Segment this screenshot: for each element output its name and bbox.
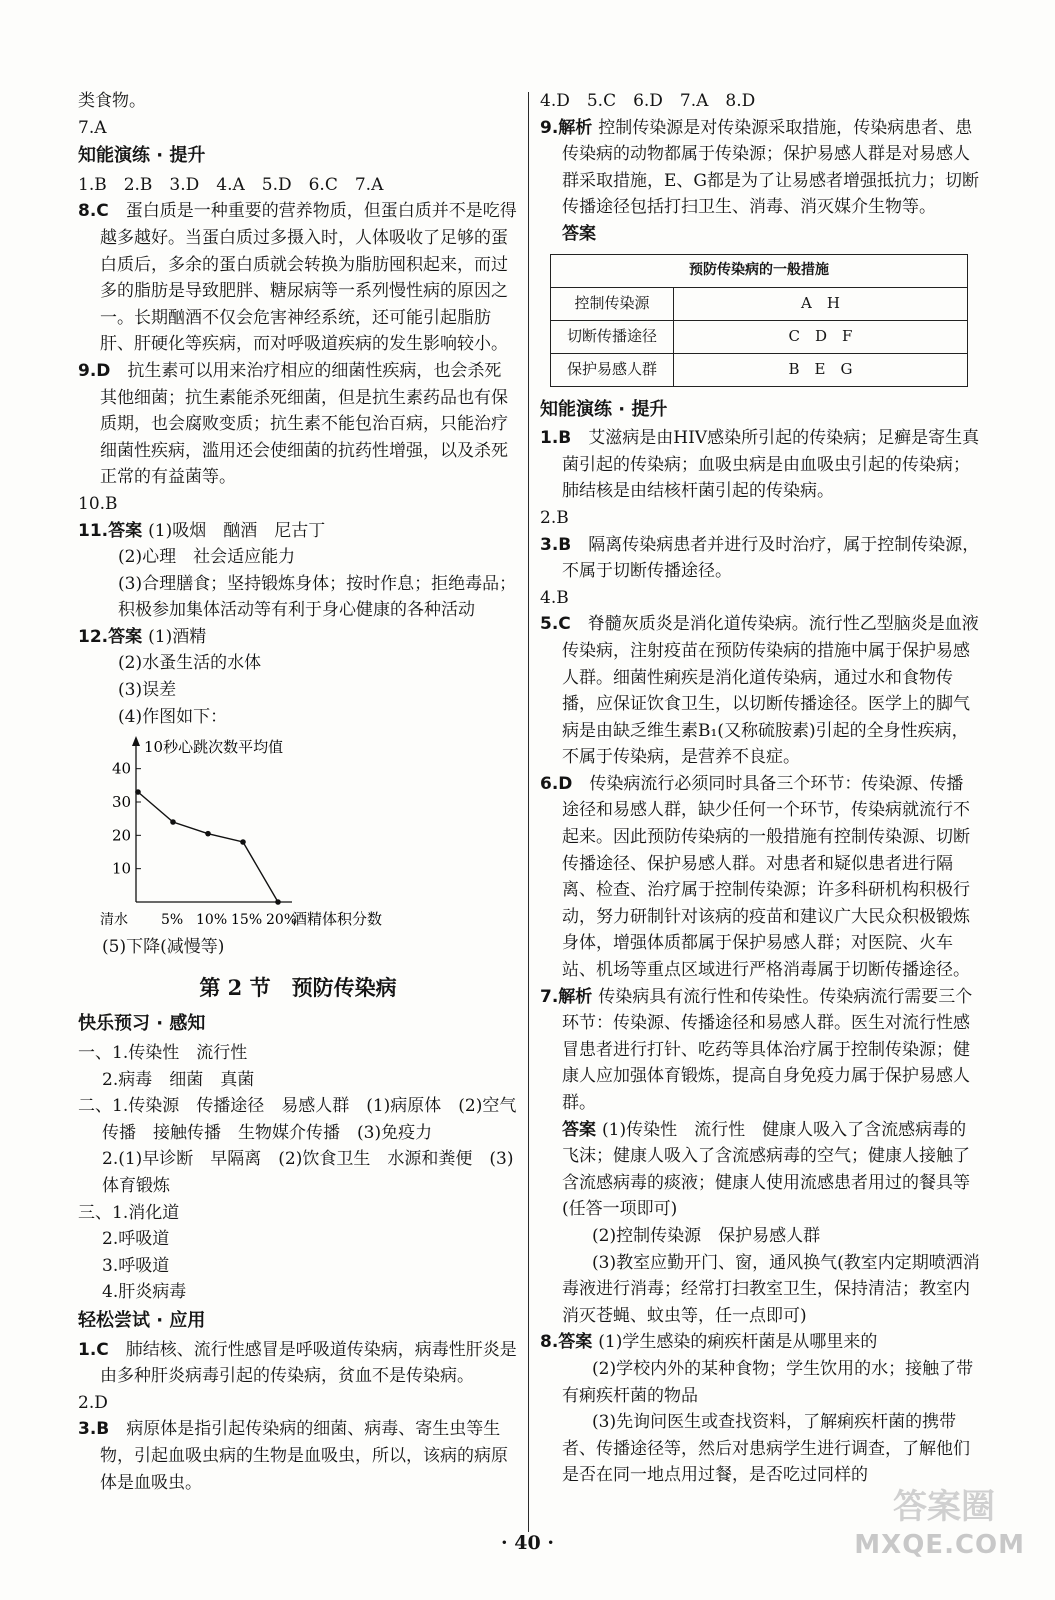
table-row [551, 287, 968, 320]
series-line [138, 792, 278, 902]
data-point [240, 839, 246, 845]
section-heading: 知能演练 · 提升 [78, 145, 206, 167]
q-number: 12. [78, 626, 109, 647]
data-point [170, 819, 176, 825]
table-title: 预防传染病的一般措施 [551, 254, 968, 287]
answer-row: 4.D 5.C 6.D 7.A 8.D [540, 91, 756, 111]
preview-line: 3.呼吸道 [102, 1255, 170, 1276]
preview-line: 一、1.传染性 流行性 [78, 1043, 248, 1064]
sub-answer-text: (3)合理膳食；坚持锻炼身体；按时作息；拒绝毒品；积极参加集体活动等有利于身心健康的各种活动 [118, 573, 517, 621]
answer-6 [540, 771, 980, 984]
sub-answer: (1)吸烟 酗酒 尼古丁 [148, 520, 326, 541]
explanation: 肺结核、流行性感冒是呼吸道传染病，病毒性肝炎是由多种肝炎病毒引起的传染病，贫血不是传染病。 [100, 1339, 517, 1387]
preview-line: 2.呼吸道 [102, 1229, 170, 1250]
answer-label: 答案 [108, 626, 143, 647]
answer-3 [540, 532, 980, 585]
x-tick-label: 20% [266, 912, 298, 929]
q-number: 6.D [540, 773, 573, 794]
try-answer-3 [78, 1416, 518, 1496]
answer-8 [540, 1329, 980, 1356]
y-tick-label: 20 [112, 826, 132, 845]
answer-11 [78, 518, 518, 545]
sub-answer: (2)水蚤生活的水体 [118, 653, 262, 674]
section-title: 第 2 节 预防传染病 [199, 974, 397, 1000]
table-header-row [551, 254, 968, 287]
q-number: 1.B [540, 428, 572, 449]
q-number: 3.B [540, 534, 572, 555]
q-number: 9. [540, 117, 559, 138]
answer-label: 答案 [558, 1332, 593, 1353]
table-cell: C D F [674, 320, 968, 353]
answer-10: 10.B [78, 493, 118, 514]
y-tick-label: 30 [112, 793, 132, 812]
answer-9 [78, 358, 518, 491]
preview-line: 三、1.消化道 [78, 1202, 180, 1223]
x-tick-label: 5% [161, 912, 184, 929]
answer-5 [540, 611, 980, 771]
y-tick-label: 10 [112, 859, 132, 878]
chart-svg [98, 734, 418, 930]
sub-answer: (5)下降(减慢等) [102, 937, 225, 958]
explanation: 病原体是指引起传染病的细菌、病毒、寄生虫等生物，引起血吸虫病的生物是血吸虫，所以，该病的病原体是血吸虫。 [100, 1419, 508, 1493]
sub-answer: (1)学生感染的痢疾杆菌是从哪里来的 [598, 1332, 878, 1353]
try-answer-2: 2.D [78, 1392, 108, 1413]
table-row [551, 353, 968, 386]
sub-answer [78, 571, 518, 624]
x-tick-label: 10% [196, 912, 228, 929]
data-point [205, 831, 211, 837]
sub-answer: (2)控制传染源 保护易感人群 [592, 1225, 821, 1246]
right-column [540, 88, 980, 1489]
explanation: 脊髓灰质炎是消化道传染病。流行性乙型脑炎是血液传染病，注射疫苗在预防传染病的措施中属于保护易感人群。细菌性痢疾是消化道传染病，通过水和食物传播，应保证饮食卫生，以切断传播途径。医学上的脚气病是由缺乏维生素B₁(又称硫胺素)引起的全身性疾病，不属于传染病，是营养不良症。 [562, 614, 979, 768]
page-number: · 40 · [501, 1532, 554, 1554]
prevention-table [550, 254, 968, 387]
column-divider [528, 92, 529, 1532]
explanation: 控制传染源是对传染源采取措施，传染病患者、患传染病的动物都属于传染源；保护易感人群是对易感人群采取措施，E、G都是为了让易感者增强抵抗力；切断传播途径包括打扫卫生、消毒、消灭媒介生物等。 [562, 117, 979, 218]
try-answer-1 [78, 1337, 518, 1390]
q-number: 1.C [78, 1339, 109, 1360]
analysis-label: 解析 [558, 986, 593, 1007]
section-heading: 轻松尝试 · 应用 [78, 1309, 206, 1331]
explanation: 蛋白质是一种重要的营养物质，但蛋白质并不是吃得越多越好。当蛋白质过多摄入时，人体吸收了足够的蛋白质后，多余的蛋白质就会转换为脂肪囤积起来，而过多的脂肪是导致肥胖、糖尿病等一系列慢性病的原因之一。长期酗酒不仅会危害神经系统，还可能引起脂肪肝、肝硬化等疾病，而对呼吸道疾病的发生影响较小。 [100, 201, 517, 355]
answer-7 [540, 984, 980, 1117]
watermark-logo: 答案圈 [893, 1487, 995, 1527]
sub-answer: (3)先询问医生或查找资料，了解痢疾杆菌的携带者、传播途径等，然后对患病学生进行调查，了解他们是否在同一地点用过餐，是否吃过同样的 [562, 1412, 970, 1486]
preview-line: 2.病毒 细菌 真菌 [102, 1069, 255, 1090]
left-column [78, 88, 518, 1496]
y-axis-label: 10秒心跳次数平均值 [144, 738, 284, 757]
table-row [551, 320, 968, 353]
sub-answer: (2)学校内外的某种食物；学生饮用的水；接触了带有痢疾杆菌的物品 [562, 1358, 974, 1406]
x-axis-label: 酒精体积分数 [292, 910, 383, 929]
q-number: 3.B [78, 1419, 110, 1440]
y-axis-arrow [132, 736, 140, 746]
sub-answer: (3)误差 [118, 680, 177, 701]
answer-2: 2.B [540, 507, 569, 528]
preview-line: 4.肝炎病毒 [102, 1282, 187, 1303]
explanation: 传染病具有流行性和传染性。传染病流行需要三个环节：传染源、传播途径和易感人群。医生对流行性感冒患者进行打针、吃药等具体治疗属于控制传染源；健康人应加强体育锻炼，提高自身免疫力属于保护易感人群。 [562, 986, 973, 1113]
heart-rate-chart [98, 734, 418, 930]
q-number: 5.C [540, 614, 571, 635]
sub-answer: (2)心理 社会适应能力 [118, 547, 296, 568]
analysis-label: 解析 [558, 117, 593, 138]
explanation: 抗生素可以用来治疗相应的细菌性疾病，也会杀死其他细菌；抗生素能杀死细菌，但是抗生素药品也有保质期，也会腐败变质；抗生素不能包治百病，只能治疗细菌性疾病，滥用还会使细菌的抗药性增强，以及杀死正常的有益菌等。 [100, 360, 508, 488]
preview-line: 2.(1)早诊断 早隔离 (2)饮食卫生 水源和粪便 (3)体育锻炼 [102, 1149, 514, 1196]
explanation: 传染病流行必须同时具备三个环节：传染源、传播途径和易感人群，缺少任何一个环节，传染病就流行不起来。因此预防传染病的一般措施有控制传染源、切断传播途径、保护易感人群。对患者和疑似患者进行隔离、检查、治疗属于控制传染源；许多科研机构积极行动，努力研制针对该病的疫苗和建议广大民众积极锻炼身体，增强体质都属于保护易感人群；对医院、火车站、机场等重点区域进行严格消毒属于切断传播途径。 [562, 773, 970, 981]
watermark-site: MXQE.COM [854, 1530, 1025, 1560]
explanation: 艾滋病是由HIV感染所引起的传染病；足癣是寄生真菌引起的传染病；血吸虫病是由血吸虫引起的传染病；肺结核是由结核杆菌引起的传染病。 [562, 428, 980, 502]
answer-label: 答案 [562, 223, 596, 244]
answer-row: 1.B 2.B 3.D 4.A 5.D 6.C 7.A [78, 174, 384, 195]
answer-7: 7.A [78, 117, 107, 138]
answer-label: 答案 [108, 520, 143, 541]
table-cell: 保护易感人群 [551, 353, 674, 386]
data-point [135, 789, 141, 795]
q-number: 8. [540, 1332, 559, 1353]
q-number: 11. [78, 520, 109, 541]
sub-answer: (3)教室应勤开门、窗，通风换气(教室内定期喷洒消毒液进行消毒；经常打扫教室卫生，保持清洁；教室内消灭苍蝇、蚊虫等，任一点即可) [562, 1252, 980, 1326]
answer-8 [78, 198, 518, 358]
x-tick-label: 清水 [100, 912, 128, 929]
y-tick-label: 40 [112, 759, 132, 778]
table-cell: 控制传染源 [551, 287, 674, 320]
answer-12 [78, 624, 518, 651]
sub-answer: (1)传染性 流行性 健康人吸入了含流感病毒的飞沫；健康人吸入了含流感病毒的空气；健康人接触了含流感病毒的痰液；健康人使用流感患者用过的餐具等(任答一项即可) [562, 1119, 970, 1220]
sub-answer: (4)作图如下： [118, 706, 228, 727]
answer-1 [540, 425, 980, 505]
explanation: 隔离传染病患者并进行及时治疗，属于控制传染源，不属于切断传播途径。 [562, 534, 980, 582]
x-tick-label: 15% [231, 912, 263, 929]
answer-label: 答案 [562, 1119, 596, 1140]
table-cell: B E G [674, 353, 968, 386]
answer-4: 4.B [540, 587, 569, 608]
q-number: 9.D [78, 360, 111, 381]
section-heading: 快乐预习 · 感知 [78, 1013, 206, 1035]
preview-line: 二、1.传染源 传播途径 易感人群 (1)病原体 (2)空气传播 接触传播 生物媒介传播 (3)免疫力 [78, 1096, 517, 1143]
section-heading: 知能演练 · 提升 [540, 398, 668, 420]
q-number: 8.C [78, 201, 109, 222]
answer-7-detail [540, 1117, 980, 1223]
answer-9 [540, 115, 980, 221]
text-line: 类食物。 [78, 91, 146, 111]
sub-answer: (1)酒精 [148, 626, 207, 647]
q-number: 7. [540, 986, 559, 1007]
table-cell: 切断传播途径 [551, 320, 674, 353]
table-cell: A H [674, 287, 968, 320]
data-point [275, 899, 281, 905]
